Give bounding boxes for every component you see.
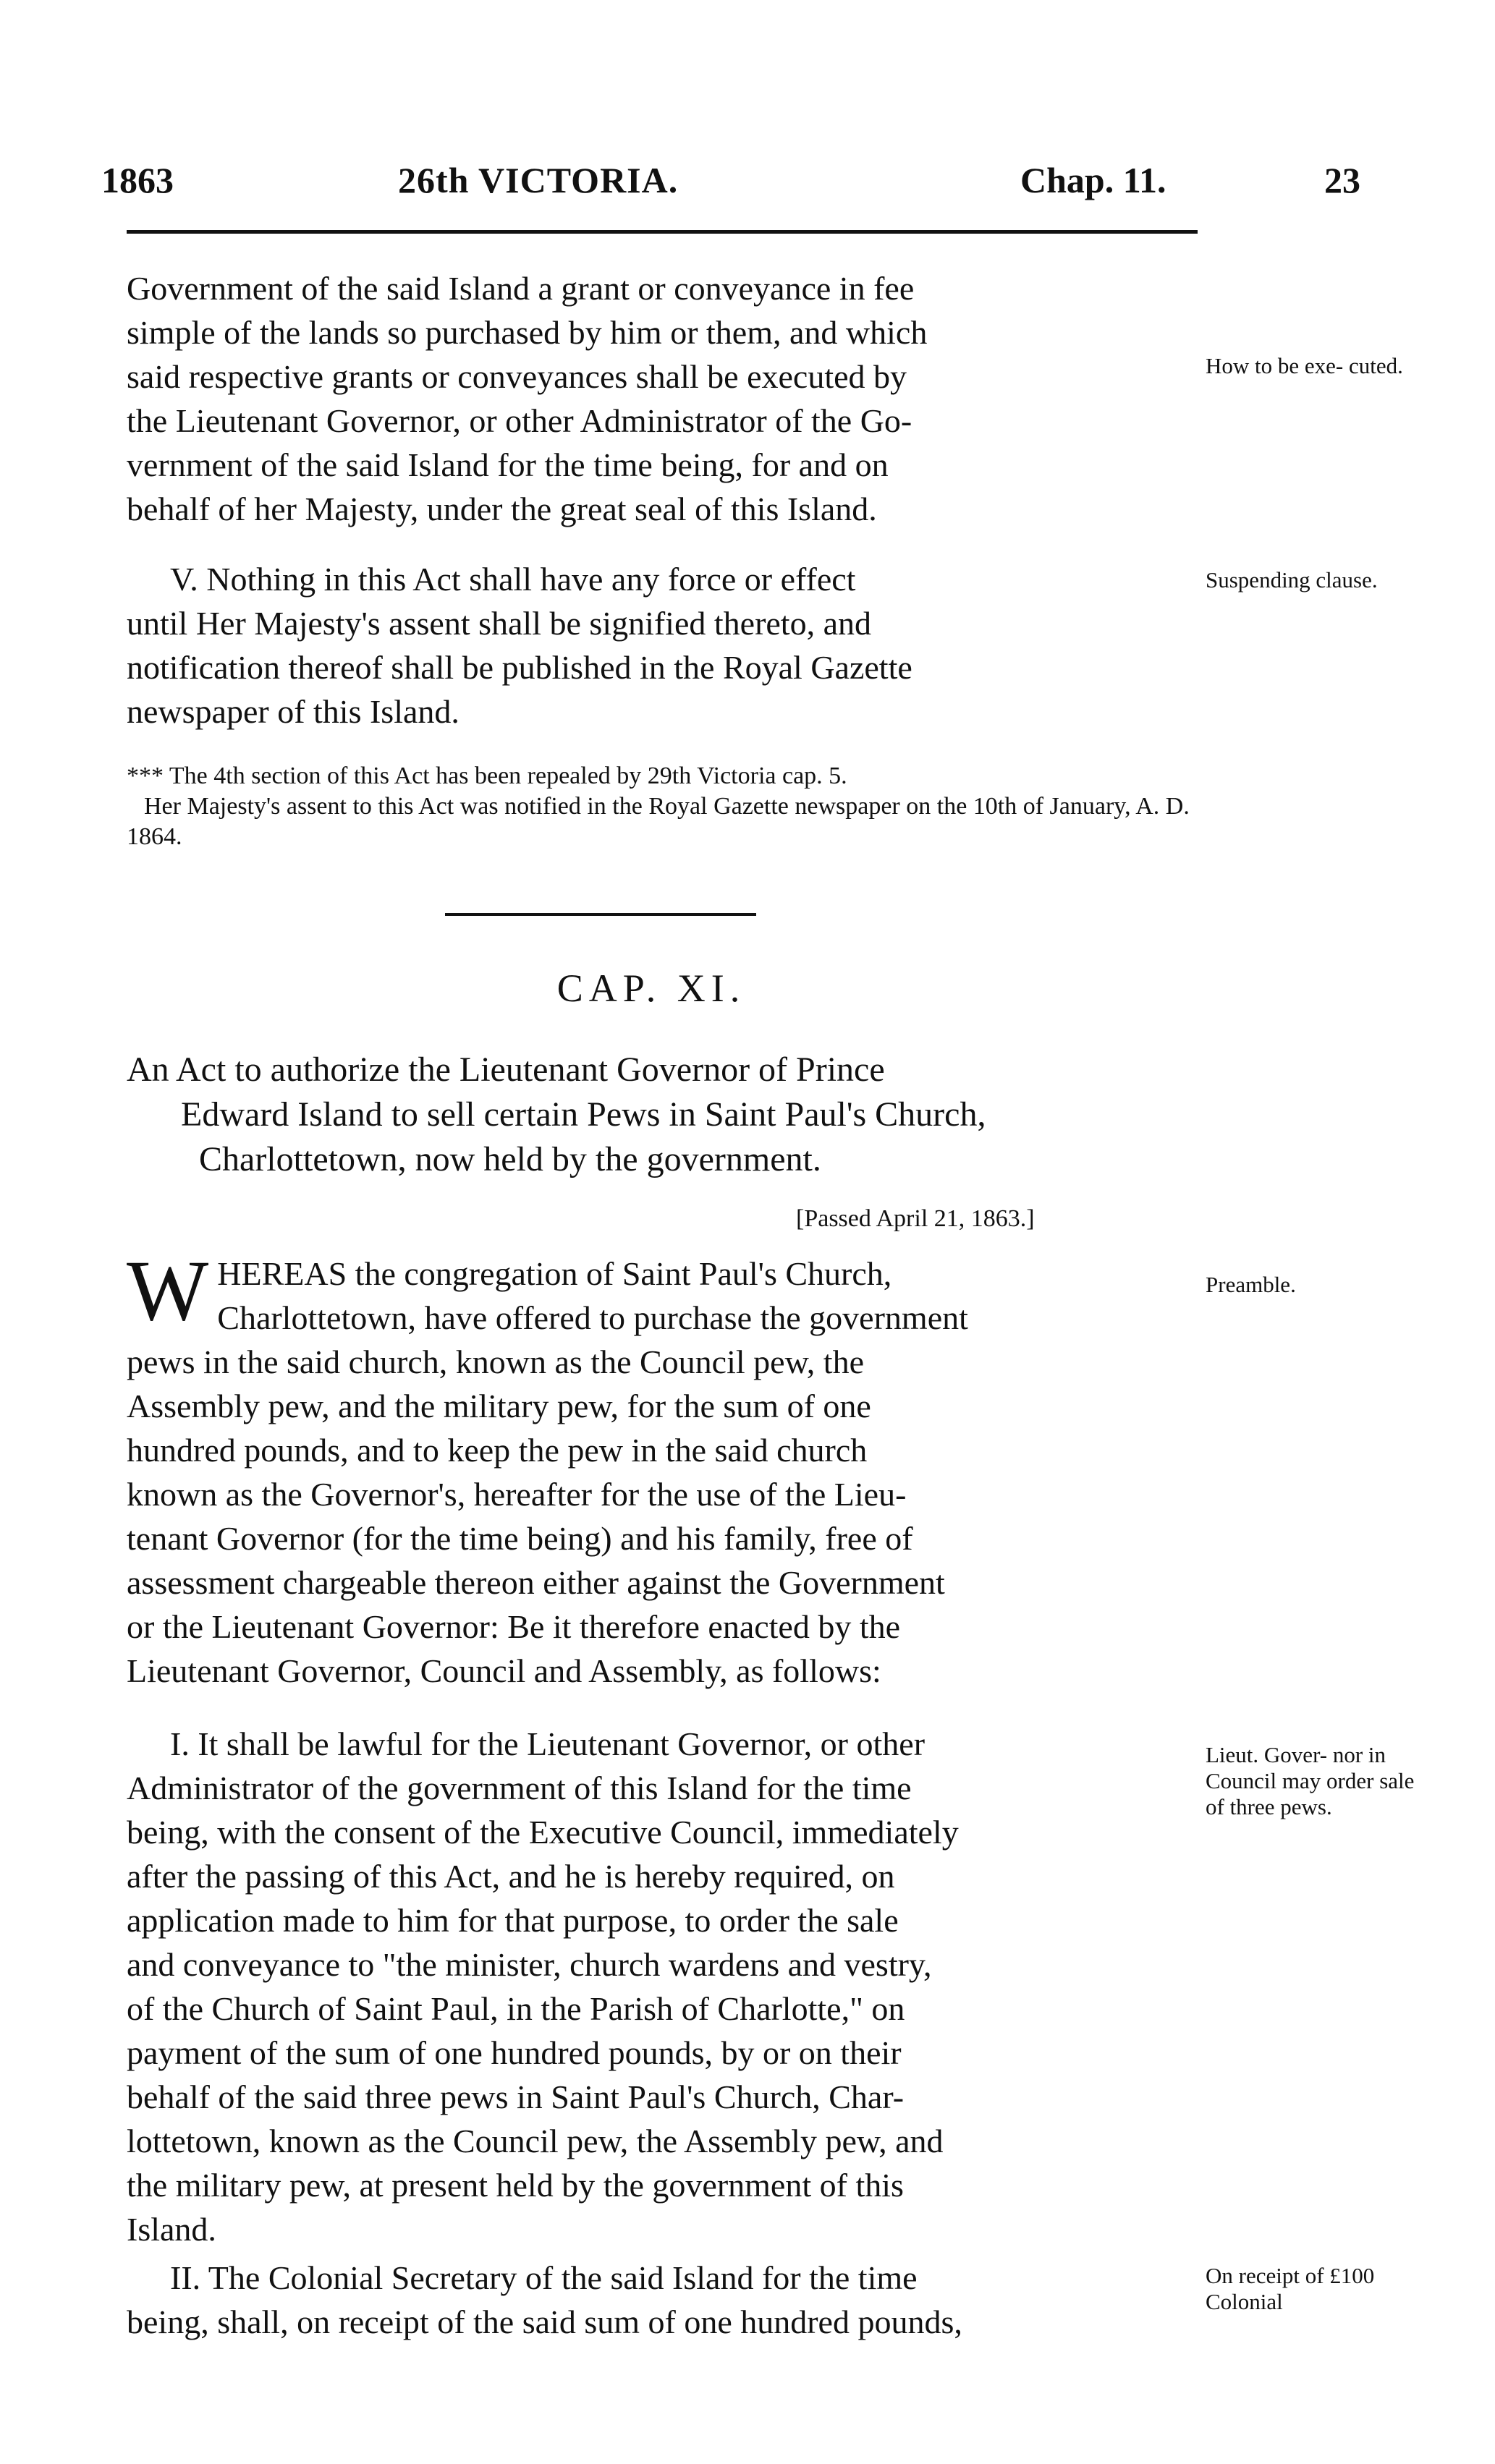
margin-note-how-executed: How to be exe- cuted. <box>1206 353 1403 378</box>
text-line: application made to him for that purpose, to order the sale <box>127 1902 899 1939</box>
text-line: the Lieutenant Governor, or other Administrator of the Go- <box>127 402 912 439</box>
text-line: or the Lieutenant Governor: Be it therefore enacted by the <box>127 1608 901 1645</box>
act-title <box>127 1048 1198 1182</box>
editorial-notes <box>127 761 1198 852</box>
text-line: behalf of the said three pews in Saint Paul's Church, Char- <box>127 2078 905 2115</box>
text-line: Charlottetown, have offered to purchase the government <box>217 1299 968 1336</box>
text-line: newspaper of this Island. <box>127 693 459 730</box>
margin-note-suspending-clause: Suspending clause. <box>1206 567 1378 592</box>
text-line: being, shall, on receipt of the said sum of one hundred pounds, <box>127 2303 962 2340</box>
running-header <box>101 159 1360 210</box>
text-line: payment of the sum of one hundred pounds, by or on their <box>127 2034 902 2071</box>
text-line: and conveyance to "the minister, church wardens and vestry, <box>127 1946 932 1983</box>
text-line: hundred pounds, and to keep the pew in the said church <box>127 1432 868 1469</box>
text-line: the military pew, at present held by the government of this <box>127 2167 904 2204</box>
text-line: said respective grants or conveyances shall be executed by <box>127 358 907 395</box>
repeal-note: *** The 4th section of this Act has been repealed by 29th Victoria cap. 5. <box>127 762 847 789</box>
text-line: of the Church of Saint Paul, in the Parish of Charlotte," on <box>127 1990 905 2027</box>
section-v <box>127 557 1198 734</box>
header-chapter: Chap. 11. <box>1020 160 1166 200</box>
section-ii <box>127 2256 1198 2344</box>
text-line: tenant Governor (for the time being) and his family, free of <box>127 1520 913 1557</box>
header-year: 1863 <box>101 160 174 200</box>
margin-note-preamble: Preamble. <box>1206 1272 1296 1297</box>
text-line: II. The Colonial Secretary of the said Island for the time <box>170 2259 918 2296</box>
margin-note-lieut-governor: Lieut. Gover- nor in Council may order sale of three pews. <box>1206 1742 1415 1819</box>
title-line: An Act to authorize the Lieutenant Governor of Prince <box>127 1050 885 1089</box>
text-line: HEREAS the congregation of Saint Paul's Church, <box>217 1255 892 1292</box>
text-line: assessment chargeable thereon either against the Government <box>127 1564 945 1601</box>
title-line: Edward Island to sell certain Pews in Saint Paul's Church, <box>181 1095 986 1134</box>
text-line: V. Nothing in this Act shall have any force or effect <box>170 561 856 598</box>
margin-note-on-receipt: On receipt of £100 Colonial <box>1206 2263 1375 2314</box>
page-number: 23 <box>1324 160 1360 200</box>
text-line: vernment of the said Island for the time being, for and on <box>127 446 889 483</box>
text-line: pews in the said church, known as the Council pew, the <box>127 1343 865 1380</box>
text-line: Island. <box>127 2211 216 2248</box>
text-line: notification thereof shall be published in the Royal Gazette <box>127 649 912 686</box>
text-line: I. It shall be lawful for the Lieutenant Governor, or other <box>170 1725 926 1762</box>
text-line: lottetown, known as the Council pew, the Assembly pew, and <box>127 2123 944 2159</box>
continuation-paragraph <box>127 266 1198 531</box>
chapter-heading: CAP. XI. <box>556 967 746 1010</box>
title-line: Charlottetown, now held by the government. <box>199 1140 821 1178</box>
preamble <box>127 1242 1198 1693</box>
text-line: Lieutenant Governor, Council and Assembly, as follows: <box>127 1652 881 1689</box>
passed-date: [Passed April 21, 1863.] <box>796 1205 1035 1232</box>
section-i <box>127 1722 1198 2251</box>
text-line: Assembly pew, and the military pew, for the sum of one <box>127 1388 871 1424</box>
text-line: behalf of her Majesty, under the great seal of this Island. <box>127 490 877 527</box>
text-line: being, with the consent of the Executive Council, immediately <box>127 1814 959 1851</box>
text-line: simple of the lands so purchased by him or them, and which <box>127 314 928 351</box>
drop-cap: W <box>127 1242 209 1338</box>
text-line: Administrator of the government of this Island for the time <box>127 1770 912 1806</box>
header-title: 26th VICTORIA. <box>398 160 679 200</box>
text-line: after the passing of this Act, and he is hereby required, on <box>127 1858 895 1895</box>
text-line: Government of the said Island a grant or conveyance in fee <box>127 270 915 307</box>
header-rule <box>127 230 1198 234</box>
text-line: known as the Governor's, hereafter for the use of the Lieu- <box>127 1476 907 1513</box>
text-line: until Her Majesty's assent shall be signified thereto, and <box>127 605 872 642</box>
section-divider <box>445 913 756 916</box>
assent-note: Her Majesty's assent to this Act was notified in the Royal Gazette newspaper on the 10th of January, A. D. 1864. <box>127 793 1190 850</box>
